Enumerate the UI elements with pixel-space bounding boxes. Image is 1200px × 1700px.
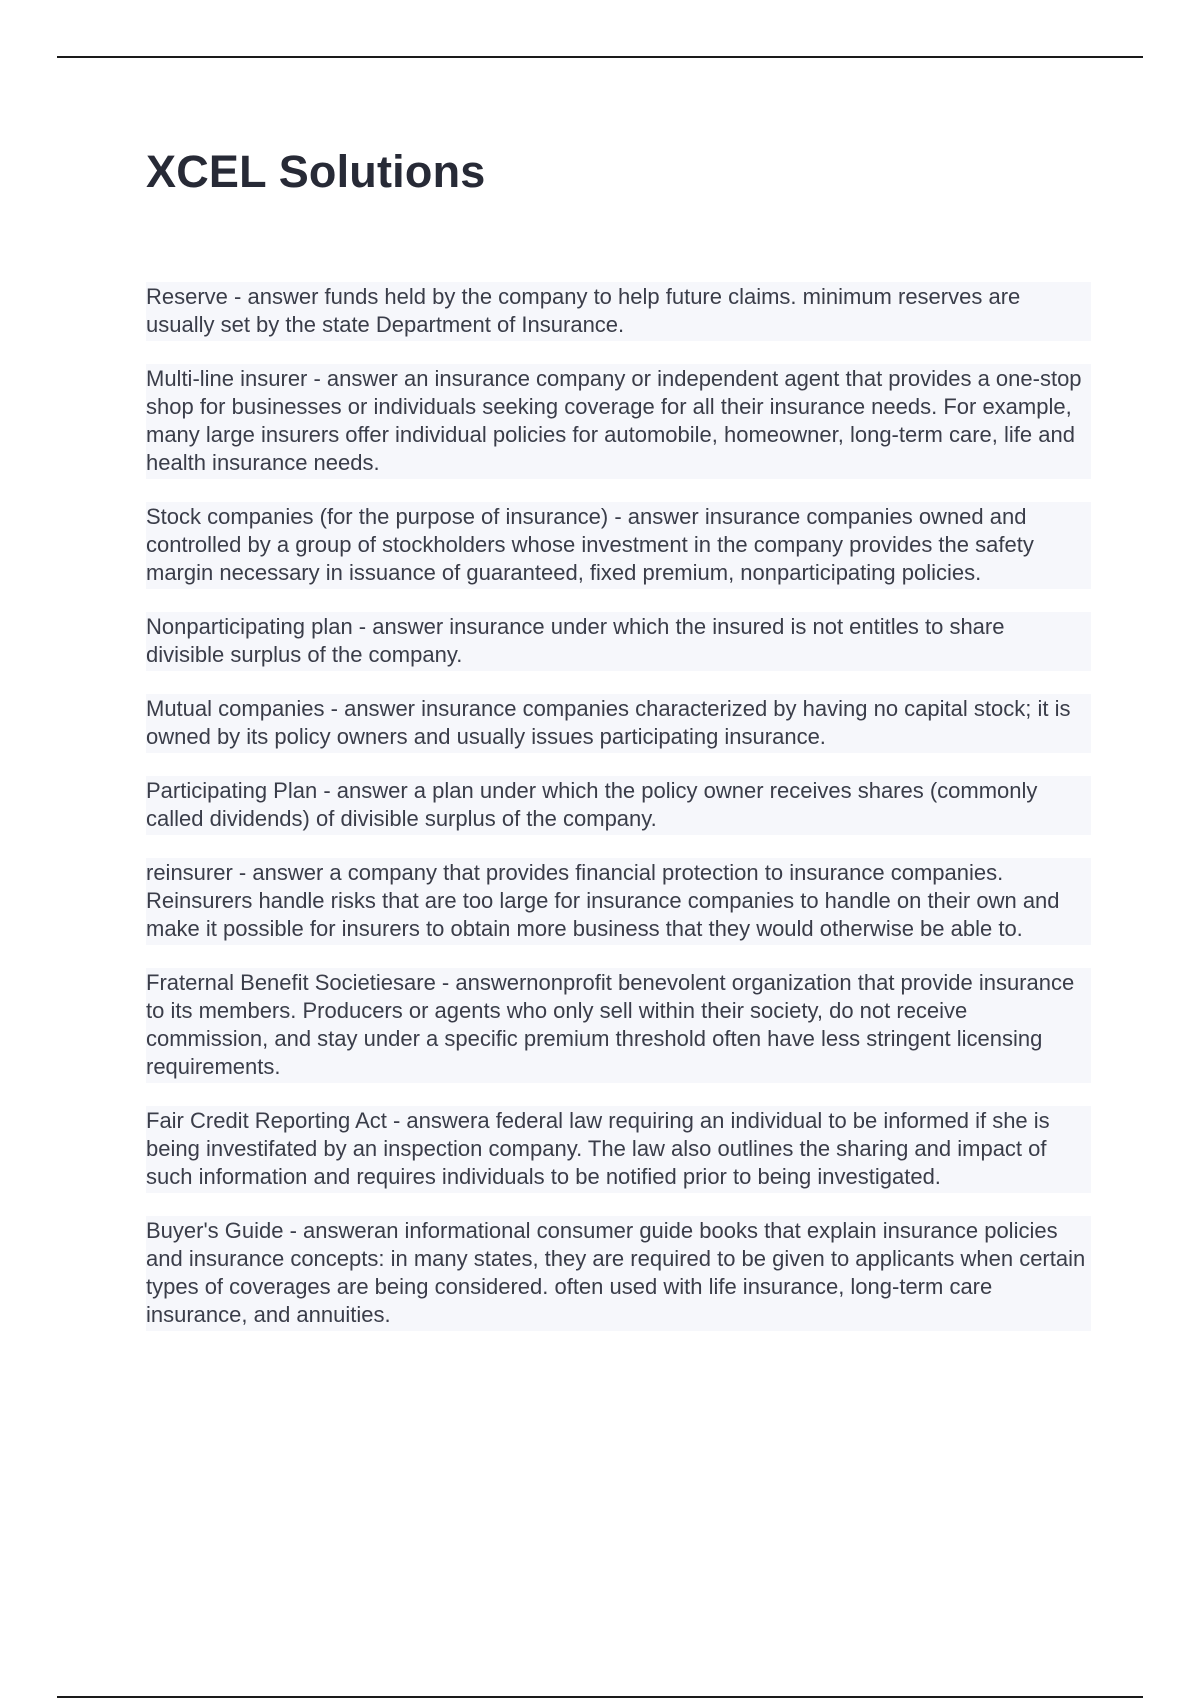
entry-fraternal-benefit-societies: Fraternal Benefit Societiesare - answernonprofit benevolent organization that provide insurance to its members. Producers or agents who only sell within their society, do not receive commission, and stay under a specific premium threshold often have less stringent licensing requirements. [146,968,1091,1083]
entry-fair-credit-reporting-act: Fair Credit Reporting Act - answera federal law requiring an individual to be informed if she is being investifated by an inspection company. The law also outlines the sharing and impact of such information and requires individuals to be notified prior to being investigated. [146,1106,1091,1193]
entry-reinsurer: reinsurer - answer a company that provides financial protection to insurance companies. Reinsurers handle risks that are too large for insurance companies to handle on their own and make it possible for insurers to obtain more business that they would otherwise be able to. [146,858,1091,945]
entry-mutual-companies: Mutual companies - answer insurance companies characterized by having no capital stock; it is owned by its policy owners and usually issues participating insurance. [146,694,1091,753]
entry-buyers-guide: Buyer's Guide - answeran informational consumer guide books that explain insurance policies and insurance concepts: in many states, they are required to be given to applicants when certain types of coverages are being considered. often used with life insurance, long-term care insurance, and annuities. [146,1216,1091,1331]
entries-list [146,282,1091,1354]
entry-stock-companies: Stock companies (for the purpose of insurance) - answer insurance companies owned and controlled by a group of stockholders whose investment in the company provides the safety margin necessary in issuance of guaranteed, fixed premium, nonparticipating policies. [146,502,1091,589]
top-rule [57,56,1143,58]
page-title: XCEL Solutions [146,146,486,197]
entry-reserve: Reserve - answer funds held by the company to help future claims. minimum reserves are usually set by the state Department of Insurance. [146,282,1091,341]
entry-nonparticipating-plan: Nonparticipating plan - answer insurance under which the insured is not entitles to share divisible surplus of the company. [146,612,1091,671]
bottom-rule [57,1696,1143,1698]
entry-multi-line-insurer: Multi-line insurer - answer an insurance company or independent agent that provides a one-stop shop for businesses or individuals seeking coverage for all their insurance needs. For example, many large insurers offer individual policies for automobile, homeowner, long-term care, life and health insurance needs. [146,364,1091,479]
entry-participating-plan: Participating Plan - answer a plan under which the policy owner receives shares (commonly called dividends) of divisible surplus of the company. [146,776,1091,835]
